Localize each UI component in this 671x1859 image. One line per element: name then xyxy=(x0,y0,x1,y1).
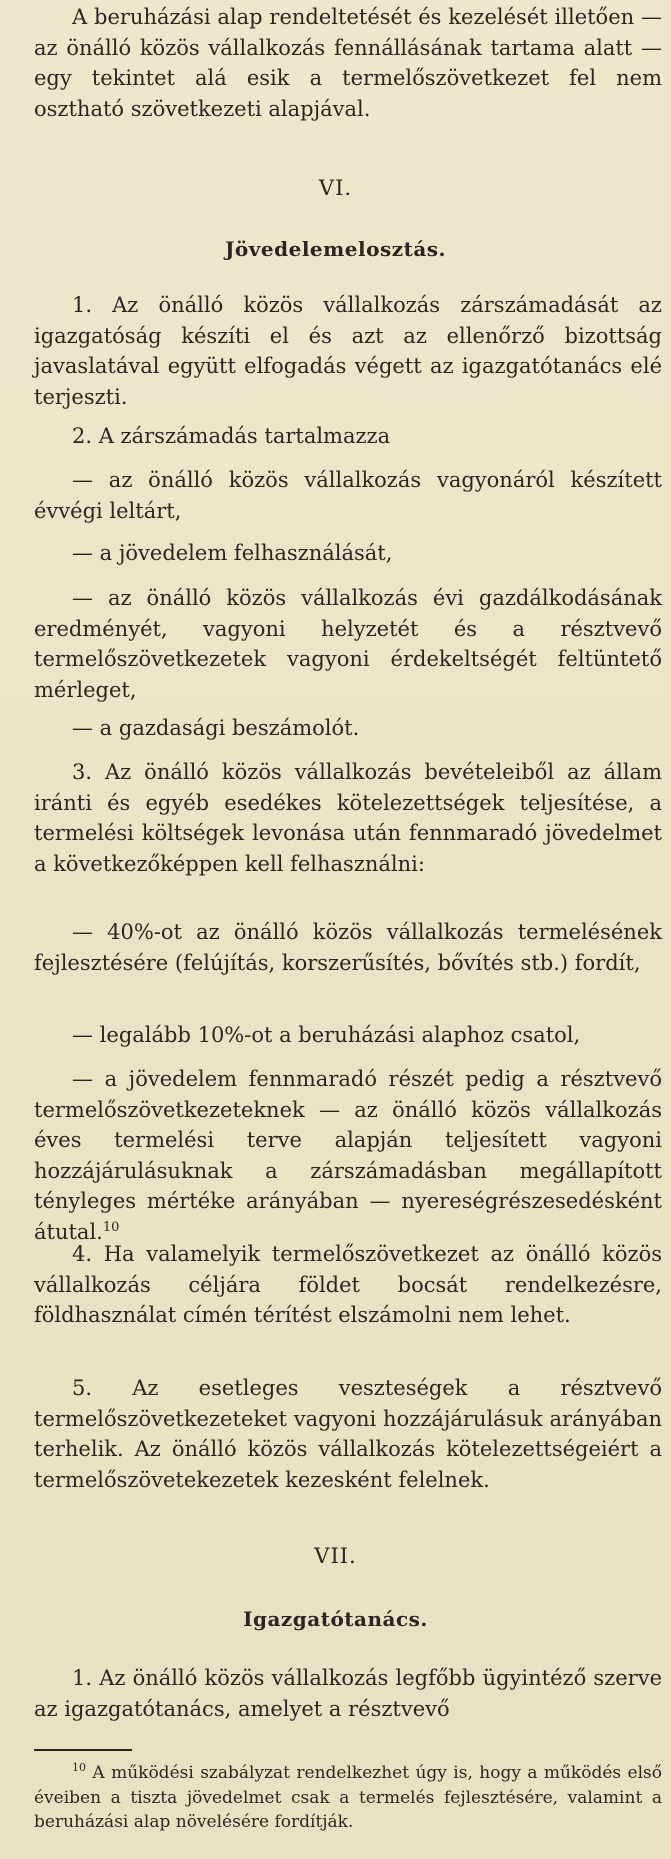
footnote-divider xyxy=(34,1749,132,1751)
footnote-text: A működési szabályzat rendelkezhet úgy is, hogy a működés első éveiben a tiszta jövedelmet csak a termelés fejlesztésére, valamint a beruházási alap növelésére fordítják. xyxy=(34,1763,662,1832)
section-heading-board: Igazgatótanács. xyxy=(243,1607,428,1631)
paragraph-6-3-item-2: — legalább 10%-ot a beruházási alaphoz csatol, xyxy=(72,1023,581,1047)
footnote-reference-10: 10 xyxy=(102,1219,120,1235)
paragraph-6-1: 1. Az önálló közös vállalkozás zárszámadását az igazgatóság készíti el és azt az ellenőrző bizottság javaslatával együtt elfogadás végett az igazgatótanács elé terjeszti. xyxy=(34,293,662,409)
paragraph-6-3-item-1: — 40%-ot az önálló közös vállalkozás termelésének fejlesztésére (felújítás, korszerűsítés, bővítés stb.) fordít, xyxy=(34,920,662,975)
paragraph-6-2: 2. A zárszámadás tartalmazza xyxy=(72,424,391,448)
paragraph-6-2-item-1: — az önálló közös vállalkozás vagyonáról készített évvégi leltárt, xyxy=(34,468,662,523)
paragraph-6-2-item-3: — az önálló közös vállalkozás évi gazdálkodásának eredményét, vagyoni helyzetét és a résztvevő termelőszövetkezetek vagyoni érdekeltségét feltüntető mérleget, xyxy=(34,586,662,702)
paragraph-7-1: 1. Az önálló közös vállalkozás legfőbb ügyintéző szerve az igazgatótanács, amelyet a résztvevő xyxy=(34,1666,662,1721)
paragraph-6-3-item-3-text: — a jövedelem fennmaradó részét pedig a résztvevő termelőszövetkezeteknek — az önálló közös vállalkozás éves termelési terve alapján teljesített vagyoni hozzájárulásuknak a zárszámadásban megállapított tényleges mértéke arányában — nyereségrészesedésként átutal. xyxy=(34,1067,662,1244)
paragraph-6-3: 3. Az önálló közös vállalkozás bevételeiből az állam iránti és egyéb esedékes kötelezettségek teljesítése, a termelési költségek levonása után fennmaradó jövedelmet a következőképpen kell felhasználni: xyxy=(34,760,662,876)
footnote-marker: 10 xyxy=(72,1761,86,1774)
section-numeral-vii: VII. xyxy=(314,1544,357,1568)
intro-paragraph: A beruházási alap rendeltetését és kezelését illetően — az önálló közös vállalkozás fennállásának tartama alatt — egy tekintet alá esik a termelőszövetkezet fel nem osztható szövetkezeti alapjával. xyxy=(34,5,662,121)
paragraph-6-2-item-2: — a jövedelem felhasználását, xyxy=(72,541,393,565)
section-heading-income-distribution: Jövedelemelosztás. xyxy=(224,237,447,261)
section-numeral-vi: VI. xyxy=(318,176,353,200)
footnote-10 xyxy=(34,1761,662,1835)
paragraph-6-2-item-4: — a gazdasági beszámolót. xyxy=(72,716,360,740)
paragraph-6-4: 4. Ha valamelyik termelőszövetkezet az önálló közös vállalkozás céljára földet bocsát rendelkezésre, földhasználat címén térítést elszámolni nem lehet. xyxy=(34,1242,662,1328)
paragraph-6-3-item-3 xyxy=(34,1064,662,1248)
paragraph-6-5: 5. Az esetleges veszteségek a résztvevő termelőszövetkezeteket vagyoni hozzájárulásuk arányában terhelik. Az önálló közös vállalkozás kötelezettségeiért a termelőszövetekezetek kezesként felelnek. xyxy=(34,1376,662,1492)
